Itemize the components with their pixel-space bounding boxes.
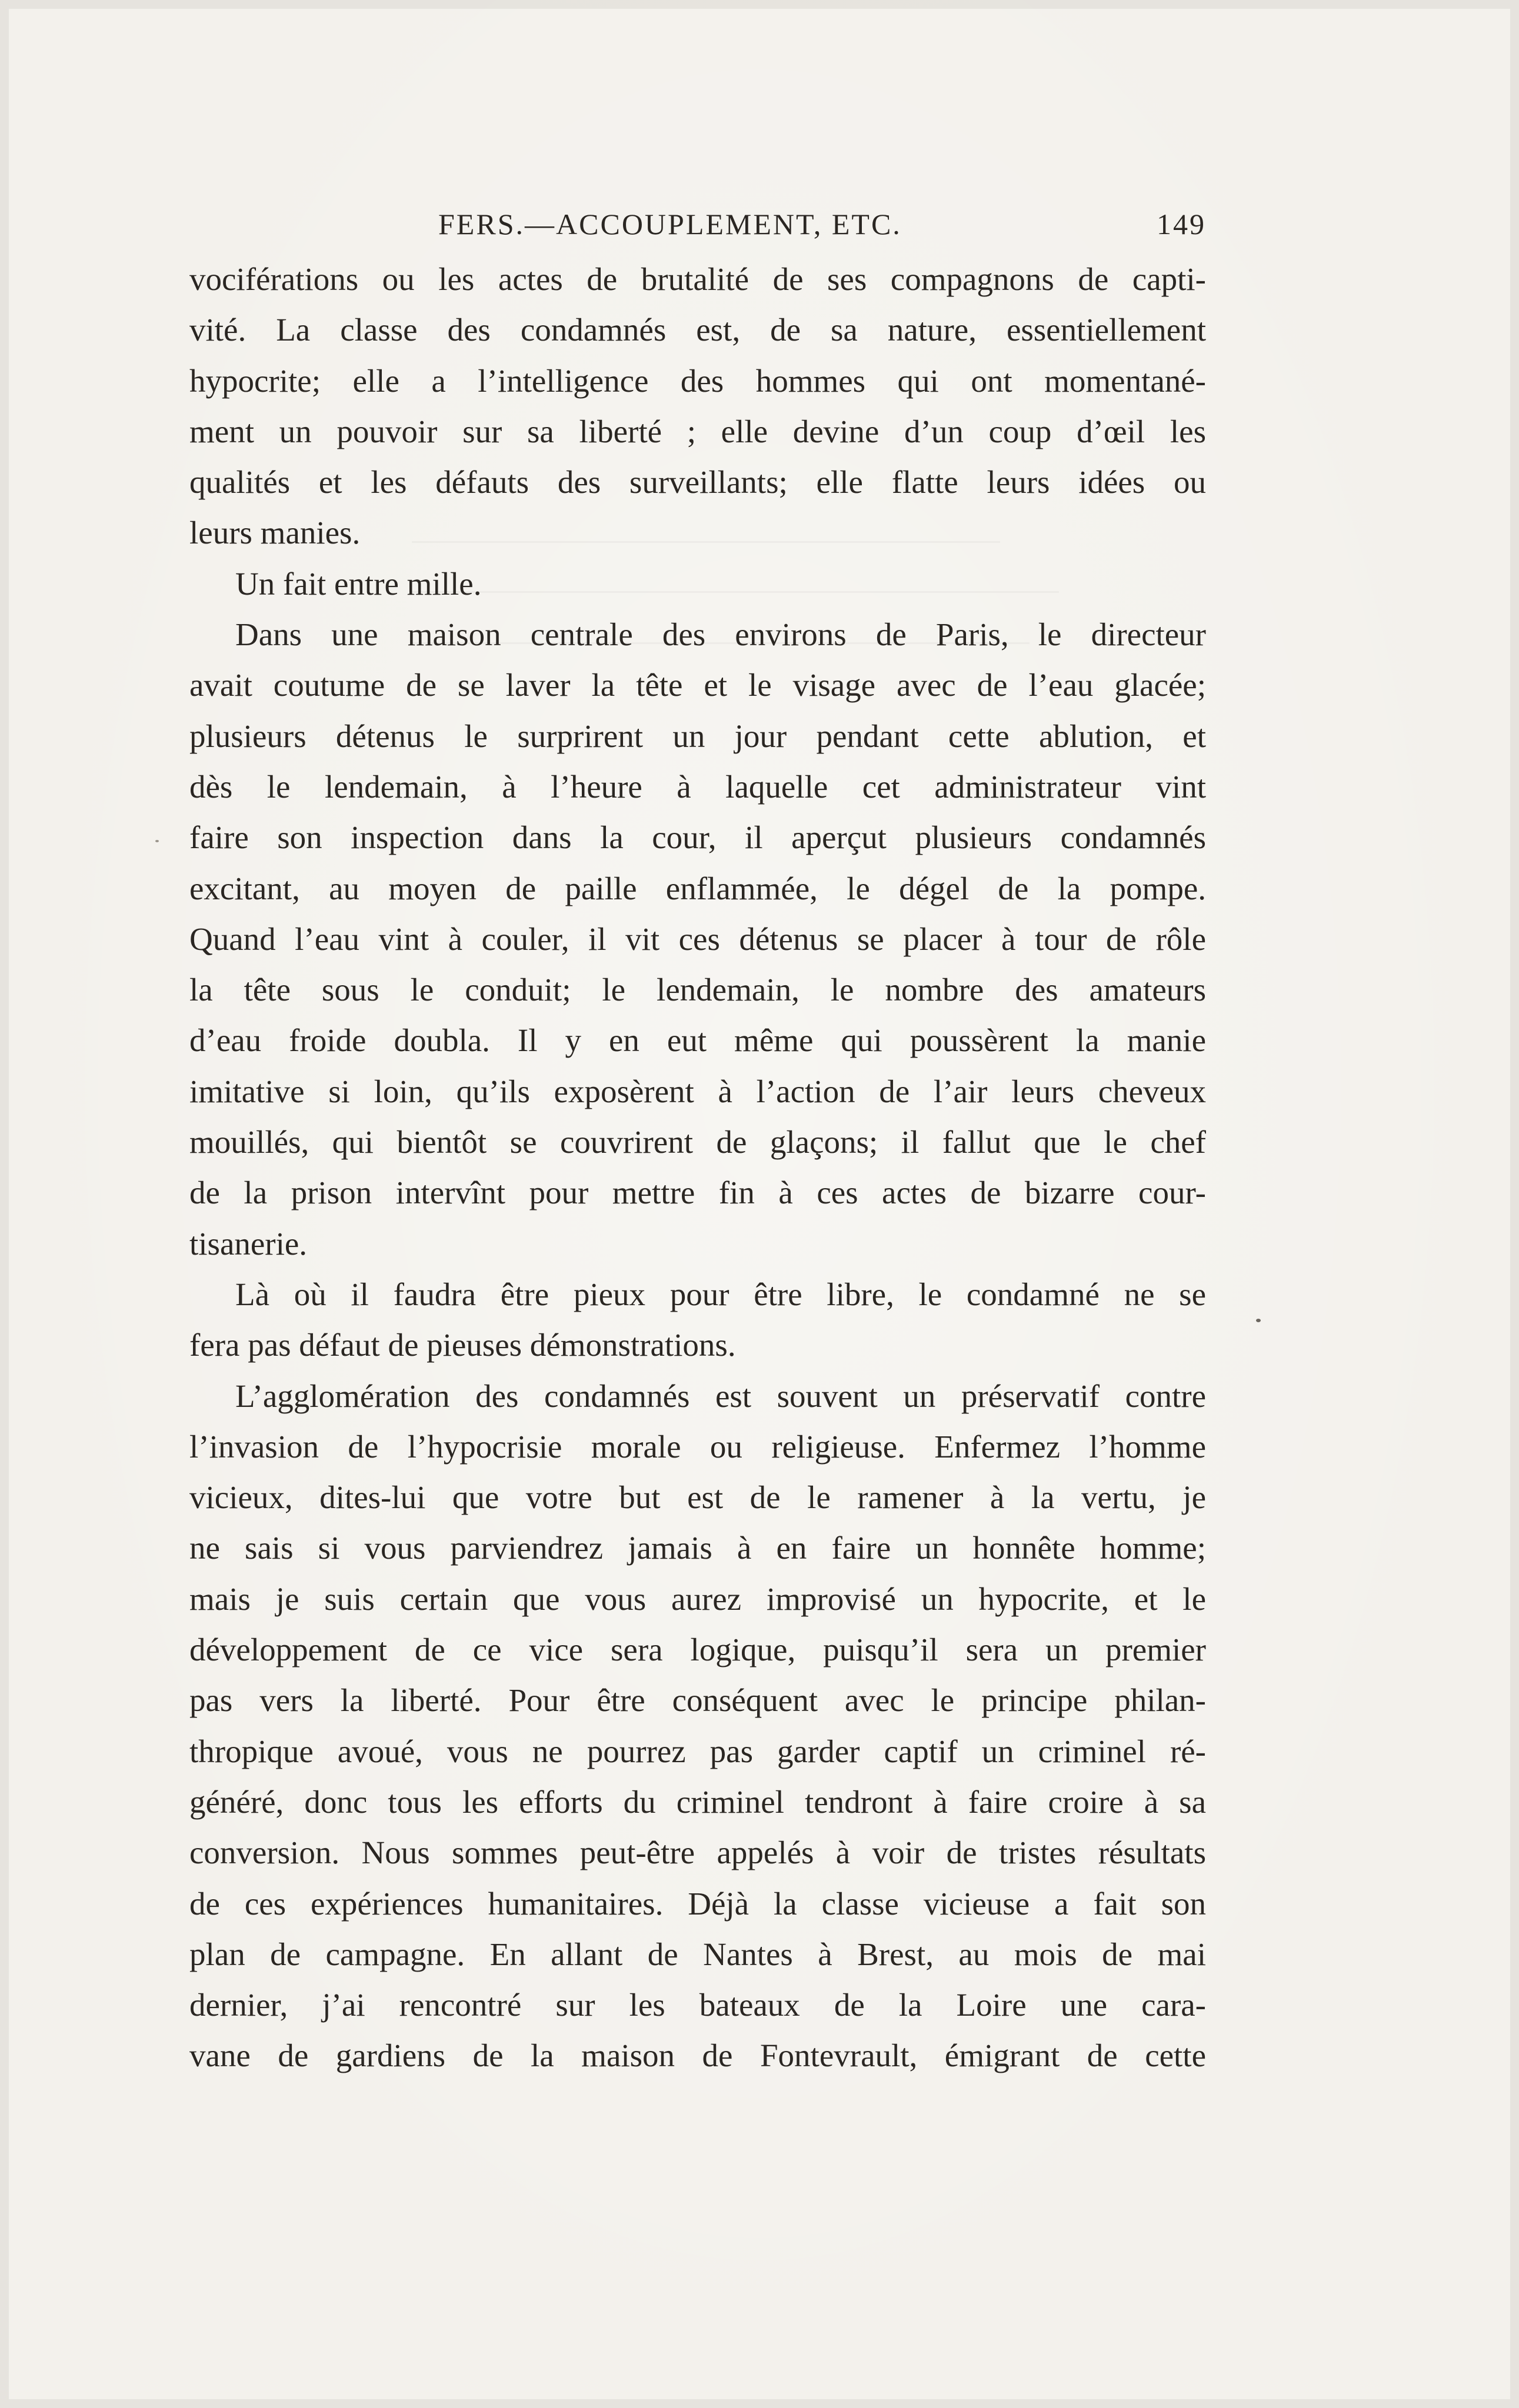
text-line: plan de campagne. En allant de Nantes à Brest, au mois de mai	[189, 1936, 1206, 1972]
text-line: Dans une maison centrale des environs de Paris, le directeur	[235, 616, 1206, 653]
page-number: 149	[1157, 208, 1206, 241]
text-line: l’invasion de l’hypocrisie morale ou religieuse. Enfermez l’homme	[189, 1428, 1206, 1465]
running-header	[188, 207, 1206, 248]
text-line: développement de ce vice sera logique, puisqu’il sera un premier	[189, 1632, 1206, 1668]
text-line: ment un pouvoir sur sa liberté ; elle devine d’un coup d’œil les	[189, 413, 1206, 449]
text-line: plusieurs détenus le surprirent un jour pendant cette ablution, et	[189, 718, 1206, 754]
running-title: FERS.—ACCOUPLEMENT, ETC.	[438, 208, 902, 241]
text-line: Là où il faudra être pieux pour être libre, le condamné ne se	[235, 1276, 1206, 1312]
text-line: vociférations ou les actes de brutalité de ses compagnons de capti-	[189, 261, 1206, 297]
text-line: généré, donc tous les efforts du criminel tendront à faire croire à sa	[189, 1783, 1206, 1820]
body-text	[189, 254, 1206, 2082]
text-line: hypocrite; elle a l’intelligence des hommes qui ont momentané-	[189, 362, 1206, 399]
text-line: dernier, j’ai rencontré sur les bateaux de la Loire une cara-	[189, 1987, 1206, 2023]
text-line: imitative si loin, qu’ils exposèrent à l’action de l’air leurs cheveux	[189, 1073, 1206, 1109]
text-line: conversion. Nous sommes peut-être appelés à voir de tristes résultats	[189, 1835, 1206, 1871]
text-line: pas vers la liberté. Pour être conséquent avec le principe philan-	[189, 1682, 1206, 1719]
text-line: d’eau froide doubla. Il y en eut même qui poussèrent la manie	[189, 1022, 1206, 1059]
text-line: mouillés, qui bientôt se couvrirent de glaçons; il fallut que le chef	[189, 1124, 1206, 1160]
text-line: thropique avoué, vous ne pourrez pas garder captif un criminel ré-	[189, 1733, 1206, 1769]
text-line: Quand l’eau vint à couler, il vit ces détenus se placer à tour de rôle	[189, 920, 1206, 957]
text-line: dès le lendemain, à l’heure à laquelle cet administrateur vint	[189, 768, 1206, 805]
text-line: faire son inspection dans la cour, il aperçut plusieurs condamnés	[189, 819, 1206, 856]
text-line: vane de gardiens de la maison de Fontevrault, émigrant de cette	[189, 2037, 1206, 2074]
ink-speck	[155, 840, 159, 842]
ink-speck	[1256, 1319, 1261, 1322]
text-line: avait coutume de se laver la tête et le visage avec de l’eau glacée;	[189, 667, 1206, 703]
text-line: vité. La classe des condamnés est, de sa nature, essentiellement	[189, 312, 1206, 348]
text-line: leurs manies.	[189, 515, 361, 551]
text-line: de ces expériences humanitaires. Déjà la classe vicieuse a fait son	[189, 1885, 1206, 1922]
text-line: de la prison intervînt pour mettre fin à ces actes de bizarre cour-	[189, 1175, 1206, 1211]
text-line: vicieux, dites-lui que votre but est de le ramener à la vertu, je	[189, 1479, 1206, 1516]
text-line: L’agglomération des condamnés est souvent un préservatif contre	[235, 1378, 1206, 1414]
text-line: tisanerie.	[189, 1225, 308, 1262]
text-line: fera pas défaut de pieuses démonstrations.	[189, 1327, 736, 1363]
text-line: Un fait entre mille.	[235, 565, 482, 602]
text-line: la tête sous le conduit; le lendemain, le nombre des amateurs	[189, 972, 1206, 1008]
text-line: mais je suis certain que vous aurez improvisé un hypocrite, et le	[189, 1580, 1206, 1617]
text-line: ne sais si vous parviendrez jamais à en faire un honnête homme;	[189, 1530, 1206, 1566]
text-line: excitant, au moyen de paille enflammée, le dégel de la pompe.	[189, 870, 1206, 906]
text-line: qualités et les défauts des surveillants; elle flatte leurs idées ou	[189, 464, 1206, 501]
